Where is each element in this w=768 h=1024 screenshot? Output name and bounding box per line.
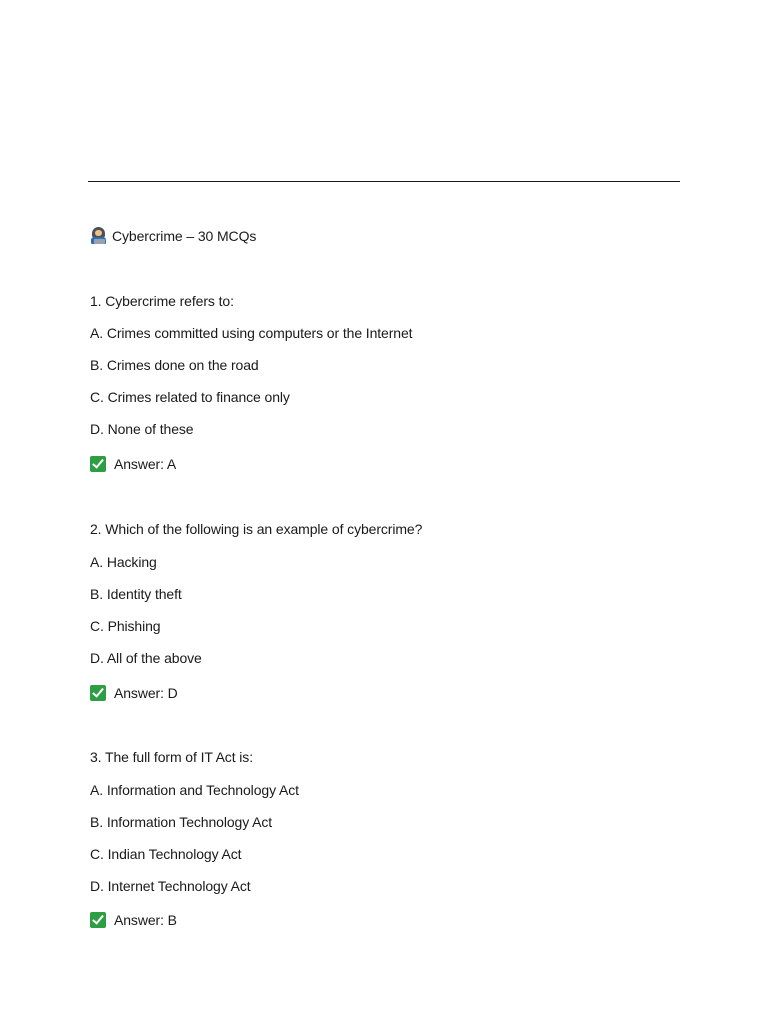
question-1-option-b: B. Crimes done on the road (90, 357, 259, 373)
question-2-answer-text: Answer: D (114, 685, 178, 701)
horizontal-rule (88, 181, 680, 182)
question-1-answer (90, 454, 176, 474)
question-1-text: 1. Cybercrime refers to: (90, 293, 234, 309)
question-3-answer-text: Answer: B (114, 912, 177, 928)
document-title (90, 226, 256, 246)
check-mark-icon (90, 456, 106, 472)
question-3-option-b: B. Information Technology Act (90, 814, 273, 830)
question-1-option-d: D. None of these (90, 421, 194, 437)
check-mark-icon (90, 912, 106, 928)
question-3-option-c: C. Indian Technology Act (90, 846, 242, 862)
document-title-text: Cybercrime – 30 MCQs (112, 228, 257, 244)
question-3-option-d: D. Internet Technology Act (90, 878, 251, 894)
question-2-option-b: B. Identity theft (90, 586, 182, 602)
question-3-option-a: A. Information and Technology Act (90, 782, 299, 798)
question-1-option-c: C. Crimes related to finance only (90, 389, 290, 405)
hacker-icon (90, 227, 107, 244)
question-2-option-d: D. All of the above (90, 650, 202, 666)
question-3-text: 3. The full form of IT Act is: (90, 749, 253, 765)
question-2-text: 2. Which of the following is an example of cybercrime? (90, 521, 423, 537)
question-2-answer (90, 683, 178, 703)
question-1-option-a: A. Crimes committed using computers or the Internet (90, 325, 413, 341)
question-2-option-a: A. Hacking (90, 554, 157, 570)
question-3-answer (90, 910, 177, 930)
question-2-option-c: C. Phishing (90, 618, 161, 634)
question-1-answer-text: Answer: A (114, 456, 177, 472)
check-mark-icon (90, 685, 106, 701)
